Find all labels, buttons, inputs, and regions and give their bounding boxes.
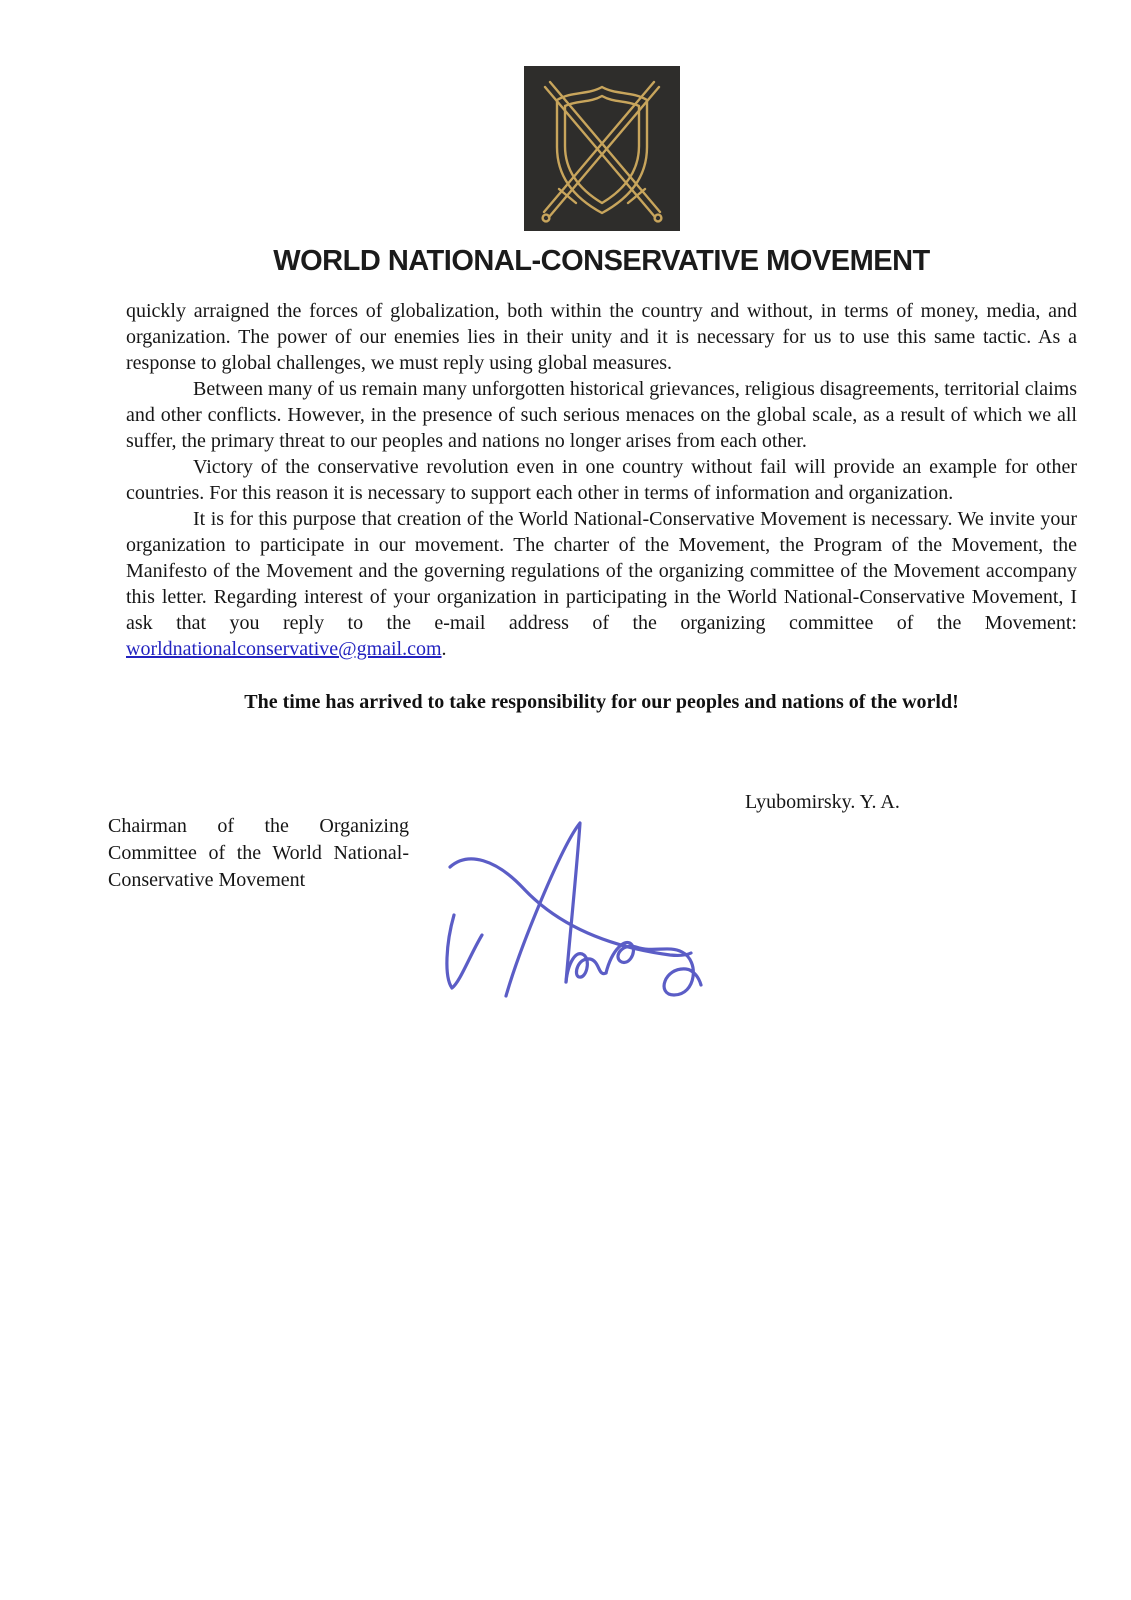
paragraph-text: . <box>441 638 447 660</box>
organization-logo <box>524 66 680 231</box>
letterhead <box>126 66 1077 278</box>
emphasis-line: The time has arrived to take responsibility for our peoples and nations of the world! <box>244 691 959 713</box>
body-paragraph-3: Victory of the conservative revolution even in one country without fail will provide an example for other countries. For this reason it is necessary to support each other in terms of information and organization. <box>126 456 1077 504</box>
body-paragraph-2: Between many of us remain many unforgotten historical grievances, religious disagreements, territorial claims and other conflicts. However, in the presence of such serious menaces on the global scale, as a result of which we all suffer, the primary threat to our peoples and nations no longer arises from each other. <box>126 378 1077 452</box>
body-paragraph-1: quickly arraigned the forces of globalization, both within the country and without, in terms of money, media, and organization. The power of our enemies lies in their unity and it is necessary for us to use this same tactic. As a response to global challenges, we must reply using global measures. <box>126 300 1077 374</box>
signatory-role: Chairman of the Organizing Committee of the World National-Conservative Movement <box>108 815 409 891</box>
handwritten-signature <box>440 797 710 1012</box>
body-paragraph-4 <box>126 506 1077 662</box>
document-title: WORLD NATIONAL-CONSERVATIVE MOVEMENT <box>273 245 930 277</box>
signature-section <box>108 791 1077 1101</box>
paragraph-text: It is for this purpose that creation of the World National-Conservative Movement is necessary. We invite your organization to participate in our movement. The charter of the Movement, the Program of the Movement, the Manifesto of the Movement and the governing regulations of the organizing committee of the Movement accompany this letter. Regarding interest of your organization in participating in the World National-Conservative Movement, I ask that you reply to the e-mail address of the organizing committee of the Movement: <box>126 508 1077 634</box>
signatory-name: Lyubomirsky. Y. A. <box>745 791 900 813</box>
email-link[interactable]: worldnationalconservative@gmail.com <box>126 638 442 660</box>
letter-body <box>126 298 1077 662</box>
shield-crossed-swords-icon <box>524 66 680 231</box>
